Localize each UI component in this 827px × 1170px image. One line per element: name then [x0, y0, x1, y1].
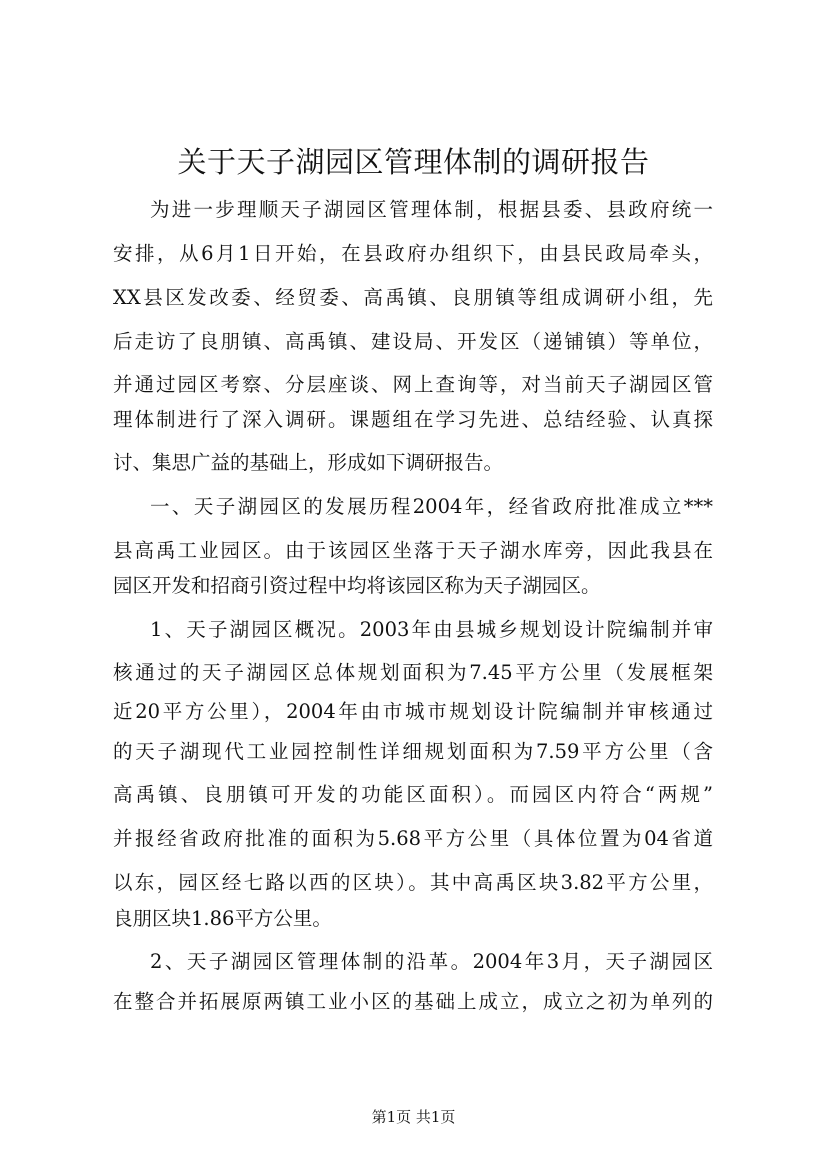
body-line: 良朋区块1.86平方公里。 — [113, 907, 332, 930]
body-line: 以东，园区经七路以西的区块）。其中高禹区块3.82平方公里， — [113, 871, 713, 894]
body-line: 讨、集思广益的基础上，形成如下调研报告。 — [113, 451, 504, 474]
body-line: 理体制进行了深入调研。课题组在学习先进、总结经验、认真探 — [113, 408, 713, 431]
body-line: 园区开发和招商引资过程中均将该园区称为天子湖园区。 — [113, 574, 601, 597]
body-line: 县高禹工业园区。由于该园区坐落于天子湖水库旁，因此我县在 — [113, 539, 713, 562]
body-line: 并报经省政府批准的面积为5.68平方公里（具体位置为04省道 — [113, 827, 713, 850]
body-line: XX县区发改委、经贸委、高禹镇、良朋镇等组成调研小组，先 — [113, 286, 713, 309]
body-line: 后走访了良朋镇、高禹镇、建设局、开发区（递铺镇）等单位， — [113, 330, 713, 353]
body-line: 在整合并拓展原两镇工业小区的基础上成立，成立之初为单列的 — [113, 990, 713, 1013]
body-line: 一、天子湖园区的发展历程2004年，经省政府批准成立*** — [150, 495, 713, 518]
body-line: 近20平方公里），2004年由市城市规划设计院编制并审核通过 — [113, 700, 713, 723]
body-line: 高禹镇、良朋镇可开发的功能区面积）。而园区内符合“两规” — [113, 783, 713, 806]
body-line: 为进一步理顺天子湖园区管理体制，根据县委、县政府统一 — [150, 198, 713, 221]
body-line: 核通过的天子湖园区总体规划面积为7.45平方公里（发展框架 — [113, 661, 713, 684]
body-line: 1、天子湖园区概况。2003年由县城乡规划设计院编制并审 — [150, 618, 713, 641]
page-number-footer: 第1页 共1页 — [371, 1108, 456, 1126]
body-line: 2、天子湖园区管理体制的沿革。2004年3月，天子湖园区 — [150, 950, 713, 973]
body-line: 安排，从6月1日开始，在县政府办组织下，由县民政局牵头， — [113, 242, 713, 265]
body-line: 的天子湖现代工业园控制性详细规划面积为7.59平方公里（含 — [113, 740, 713, 763]
document-title: 关于天子湖园区管理体制的调研报告 — [177, 145, 650, 179]
body-line: 并通过园区考察、分层座谈、网上查询等，对当前天子湖园区管 — [113, 373, 713, 396]
